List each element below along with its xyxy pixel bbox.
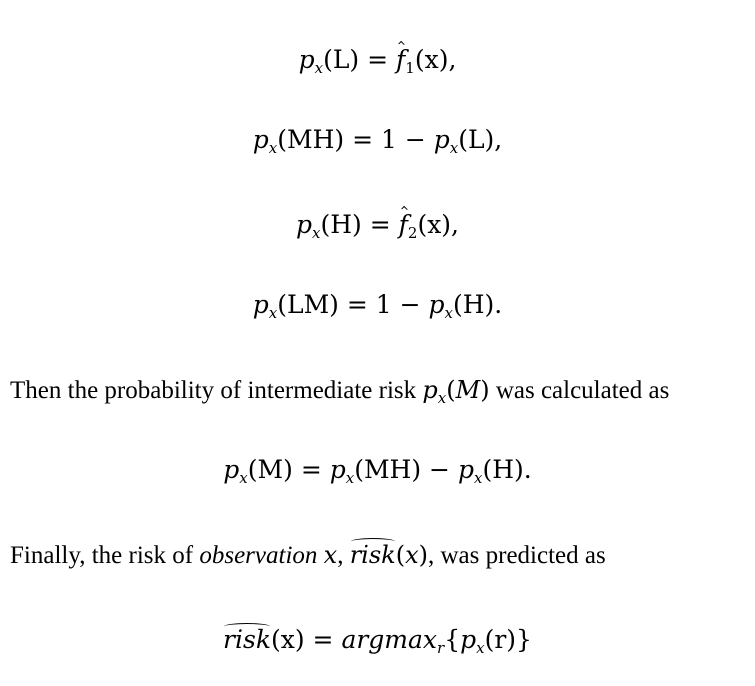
para2-comma: , [337,542,350,569]
equation-px-L [0,45,755,83]
eq3-tail: (x), [417,210,459,239]
eq5-s1: x [239,469,248,487]
eq6-argmax: argmax [341,625,438,654]
equation-px-H [0,210,755,248]
eq2-tail: (L), [458,125,503,154]
eq6-argsub: r [437,639,445,657]
eq6-r1: (x) = [270,625,342,654]
eq5-r1: (M) = [247,455,330,484]
eq5-s3: x [473,469,483,487]
eq2-p2: p [433,125,450,154]
para1-suffix: was calculated as [489,377,670,404]
eq4-p: p [252,290,269,319]
eq3-fhat: f [398,210,408,239]
eq4-sub: x [268,304,278,322]
eq1-p: p [298,45,315,74]
para1-p: p [422,376,438,404]
eq4-rest: (LM) = 1 − [277,290,429,319]
eq1-rest: (L) = [323,45,397,74]
para2-prefix: Finally, the risk of [10,542,200,569]
eq6-p: p [460,625,477,654]
eq6-r2: { [444,625,461,654]
eq5-p1: p [223,455,240,484]
eq2-sub: x [268,139,278,157]
equation-px-M [0,455,755,493]
eq1-fhat: f [396,45,406,74]
eq5-r2: (MH) − [354,455,458,484]
eq6-r3: (r)} [484,625,532,654]
para1-sub: x [437,389,447,407]
equation-px-MH [0,125,755,163]
eq5-p3: p [457,455,474,484]
equation-px-LM [0,290,755,328]
eq4-tail: (H). [453,290,503,319]
eq1-tail: (x), [414,45,457,74]
eq1-sub: x [314,59,324,77]
para2-x: x [323,541,338,569]
eq2-p: p [252,125,269,154]
para2-suffix: , was predicted as [428,542,606,569]
equation-risk-argmax [0,625,755,663]
eq6-risk: risk [223,625,271,654]
paragraph-risk-prediction: Finally, the risk of observation x, risk(x), was predicted as [10,541,606,569]
eq4-sub2: x [444,304,453,322]
para2-risk: risk [349,541,396,569]
eq3-fsub: 2 [407,224,418,242]
para2-italic: observation [199,542,318,569]
eq6-psub: x [476,639,485,657]
eq3-p: p [295,210,312,239]
eq5-s2: x [345,469,355,487]
eq5-r3: (H). [482,455,532,484]
para1-prefix: Then the probability of intermediate risk [10,377,423,404]
eq2-rest: (MH) = 1 − [277,125,434,154]
eq5-p2: p [329,455,346,484]
paragraph-intermediate-risk: Then the probability of intermediate risk $p_x(M)$ was calculated as [10,376,670,407]
eq1-fsub: 1 [405,59,415,77]
eq3-sub: x [312,224,321,242]
eq3-rest: (H) = [320,210,399,239]
eq4-p2: p [428,290,445,319]
eq2-sub2: x [449,139,459,157]
